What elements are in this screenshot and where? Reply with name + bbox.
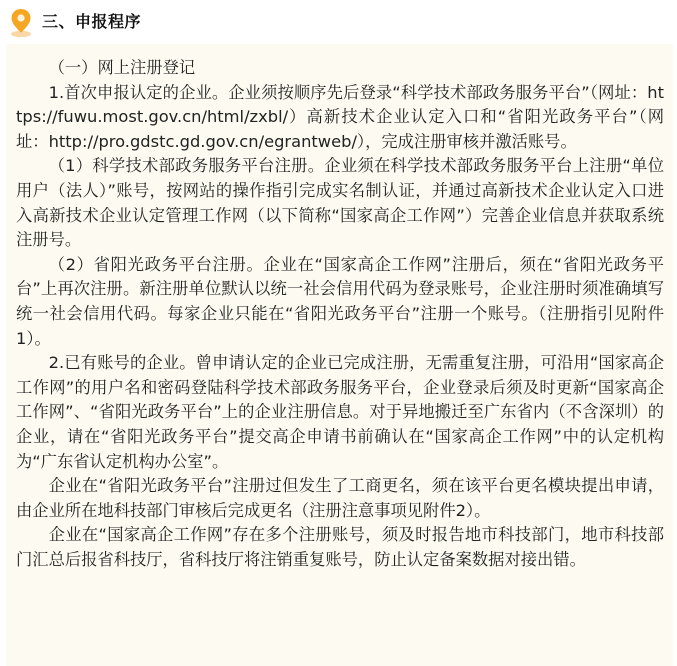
subsection-heading: （一）网上注册登记 xyxy=(48,58,196,77)
section-title: 三、申报程序 xyxy=(42,12,142,31)
paragraph-name-change: 企业在“省阳光政务平台”注册过但发生了工商更名，须在该平台更名模块提出申请，由企业所在地科技部门审核后完成更名（注册注意事项见附件2）。 xyxy=(16,476,664,520)
paragraph-provincial-platform-registration: （2）省阳光政务平台注册。企业在“国家高企工作网”注册后，须在“省阳光政务平台”上再次注册。新注册单位默认以统一社会信用代码为登录账号，企业注册时须准确填写统一社会信用代码。每家企业只能在“省阳光政务平台”注册一个账号。（注册指引见附件1）。 xyxy=(16,254,664,348)
location-pin-icon xyxy=(9,8,33,38)
section-header xyxy=(0,0,677,44)
section-content xyxy=(6,44,673,666)
paragraph-duplicate-accounts: 企业在“国家高企工作网”存在多个注册账号，须及时报告地市科技部门，地市科技部门汇总后报省科技厅，省科技厅将注销重复账号，防止认定备案数据对接出错。 xyxy=(16,525,664,569)
paragraph-most-platform-registration: （1）科学技术部政务服务平台注册。企业须在科学技术部政务服务平台上注册“单位用户（法人）”账号，按网站的操作指引完成实名制认证，并通过高新技术企业认定入口进入高新技术企业认定管理工作网（以下简称“国家高企工作网”）完善企业信息并获取系统注册号。 xyxy=(16,156,664,250)
paragraph-existing-accounts: 2.已有账号的企业。曾申请认定的企业已完成注册，无需重复注册，可沿用“国家高企工作网”的用户名和密码登陆科学技术部政务服务平台，企业登录后须及时更新“国家高企工作网”、“省阳光政务平台”上的企业注册信息。对于异地搬迁至广东省内（不含深圳）的企业，请在“省阳光政务平台”提交高企申请书前确认在“国家高企工作网”中的认定机构为“广东省认定机构办公室”。 xyxy=(16,353,664,471)
paragraph-first-time-applicants: 1.首次申报认定的企业。企业须按顺序先后登录“科学技术部政务服务平台”（网址：https://fuwu.most.gov.cn/html/zxbl/）高新技术企业认定入口和“省阳光政务平台”（网址：http://pro.gdstc.gd.gov.cn/egrantweb/），完成注册审核并激活账号。 xyxy=(16,82,664,151)
